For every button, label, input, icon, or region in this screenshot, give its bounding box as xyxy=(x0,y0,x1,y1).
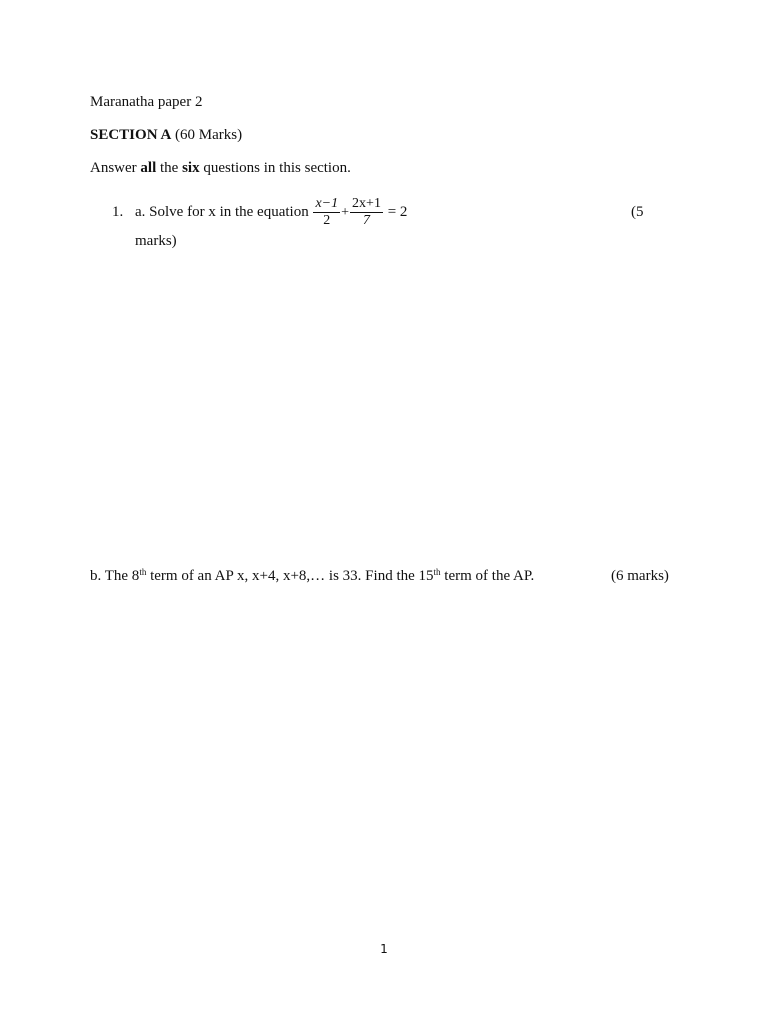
instructions-six: six xyxy=(182,160,200,176)
section-label: SECTION A xyxy=(90,127,172,143)
instructions-pre: Answer xyxy=(90,160,137,176)
question-1b-ordinal-1: th xyxy=(139,567,147,577)
fraction-2-denominator: 7 xyxy=(363,213,370,229)
section-marks: (60 Marks) xyxy=(175,127,243,143)
question-1b-marks: (6 marks) xyxy=(611,568,669,584)
question-1b-ordinal-2: th xyxy=(433,567,441,577)
page-number: 1 xyxy=(380,942,388,956)
section-heading xyxy=(90,125,242,145)
question-1b-text-2: term of an AP x, x+4, x+8,… is 33. Find the 15 xyxy=(150,568,434,584)
fraction-1-denominator: 2 xyxy=(323,213,331,229)
instructions xyxy=(90,158,351,178)
question-1b-text-1: b. The 8 xyxy=(90,568,140,584)
question-1a-prefix: a. Solve for x in the equation xyxy=(135,204,309,220)
instructions-all: all xyxy=(140,160,157,176)
question-1b-text-3: term of the AP. xyxy=(444,568,535,584)
question-number: 1. xyxy=(112,204,124,220)
question-1a xyxy=(135,193,407,232)
paper-title: Maranatha paper 2 xyxy=(90,94,203,110)
question-1a-marks-open: (5 xyxy=(631,204,644,220)
equation-equals: = 2 xyxy=(387,204,408,220)
equation-plus: + xyxy=(341,205,350,220)
equation-fraction-2 xyxy=(350,196,383,229)
instructions-mid: the xyxy=(160,160,179,176)
equation-fraction-1 xyxy=(313,196,340,229)
question-1a-marks-close: marks) xyxy=(135,233,177,249)
question-1b xyxy=(90,566,534,587)
instructions-post: questions in this section. xyxy=(203,160,351,176)
fraction-1-numerator: x−1 xyxy=(315,196,339,212)
fraction-2-numerator: 2x+1 xyxy=(352,196,381,212)
